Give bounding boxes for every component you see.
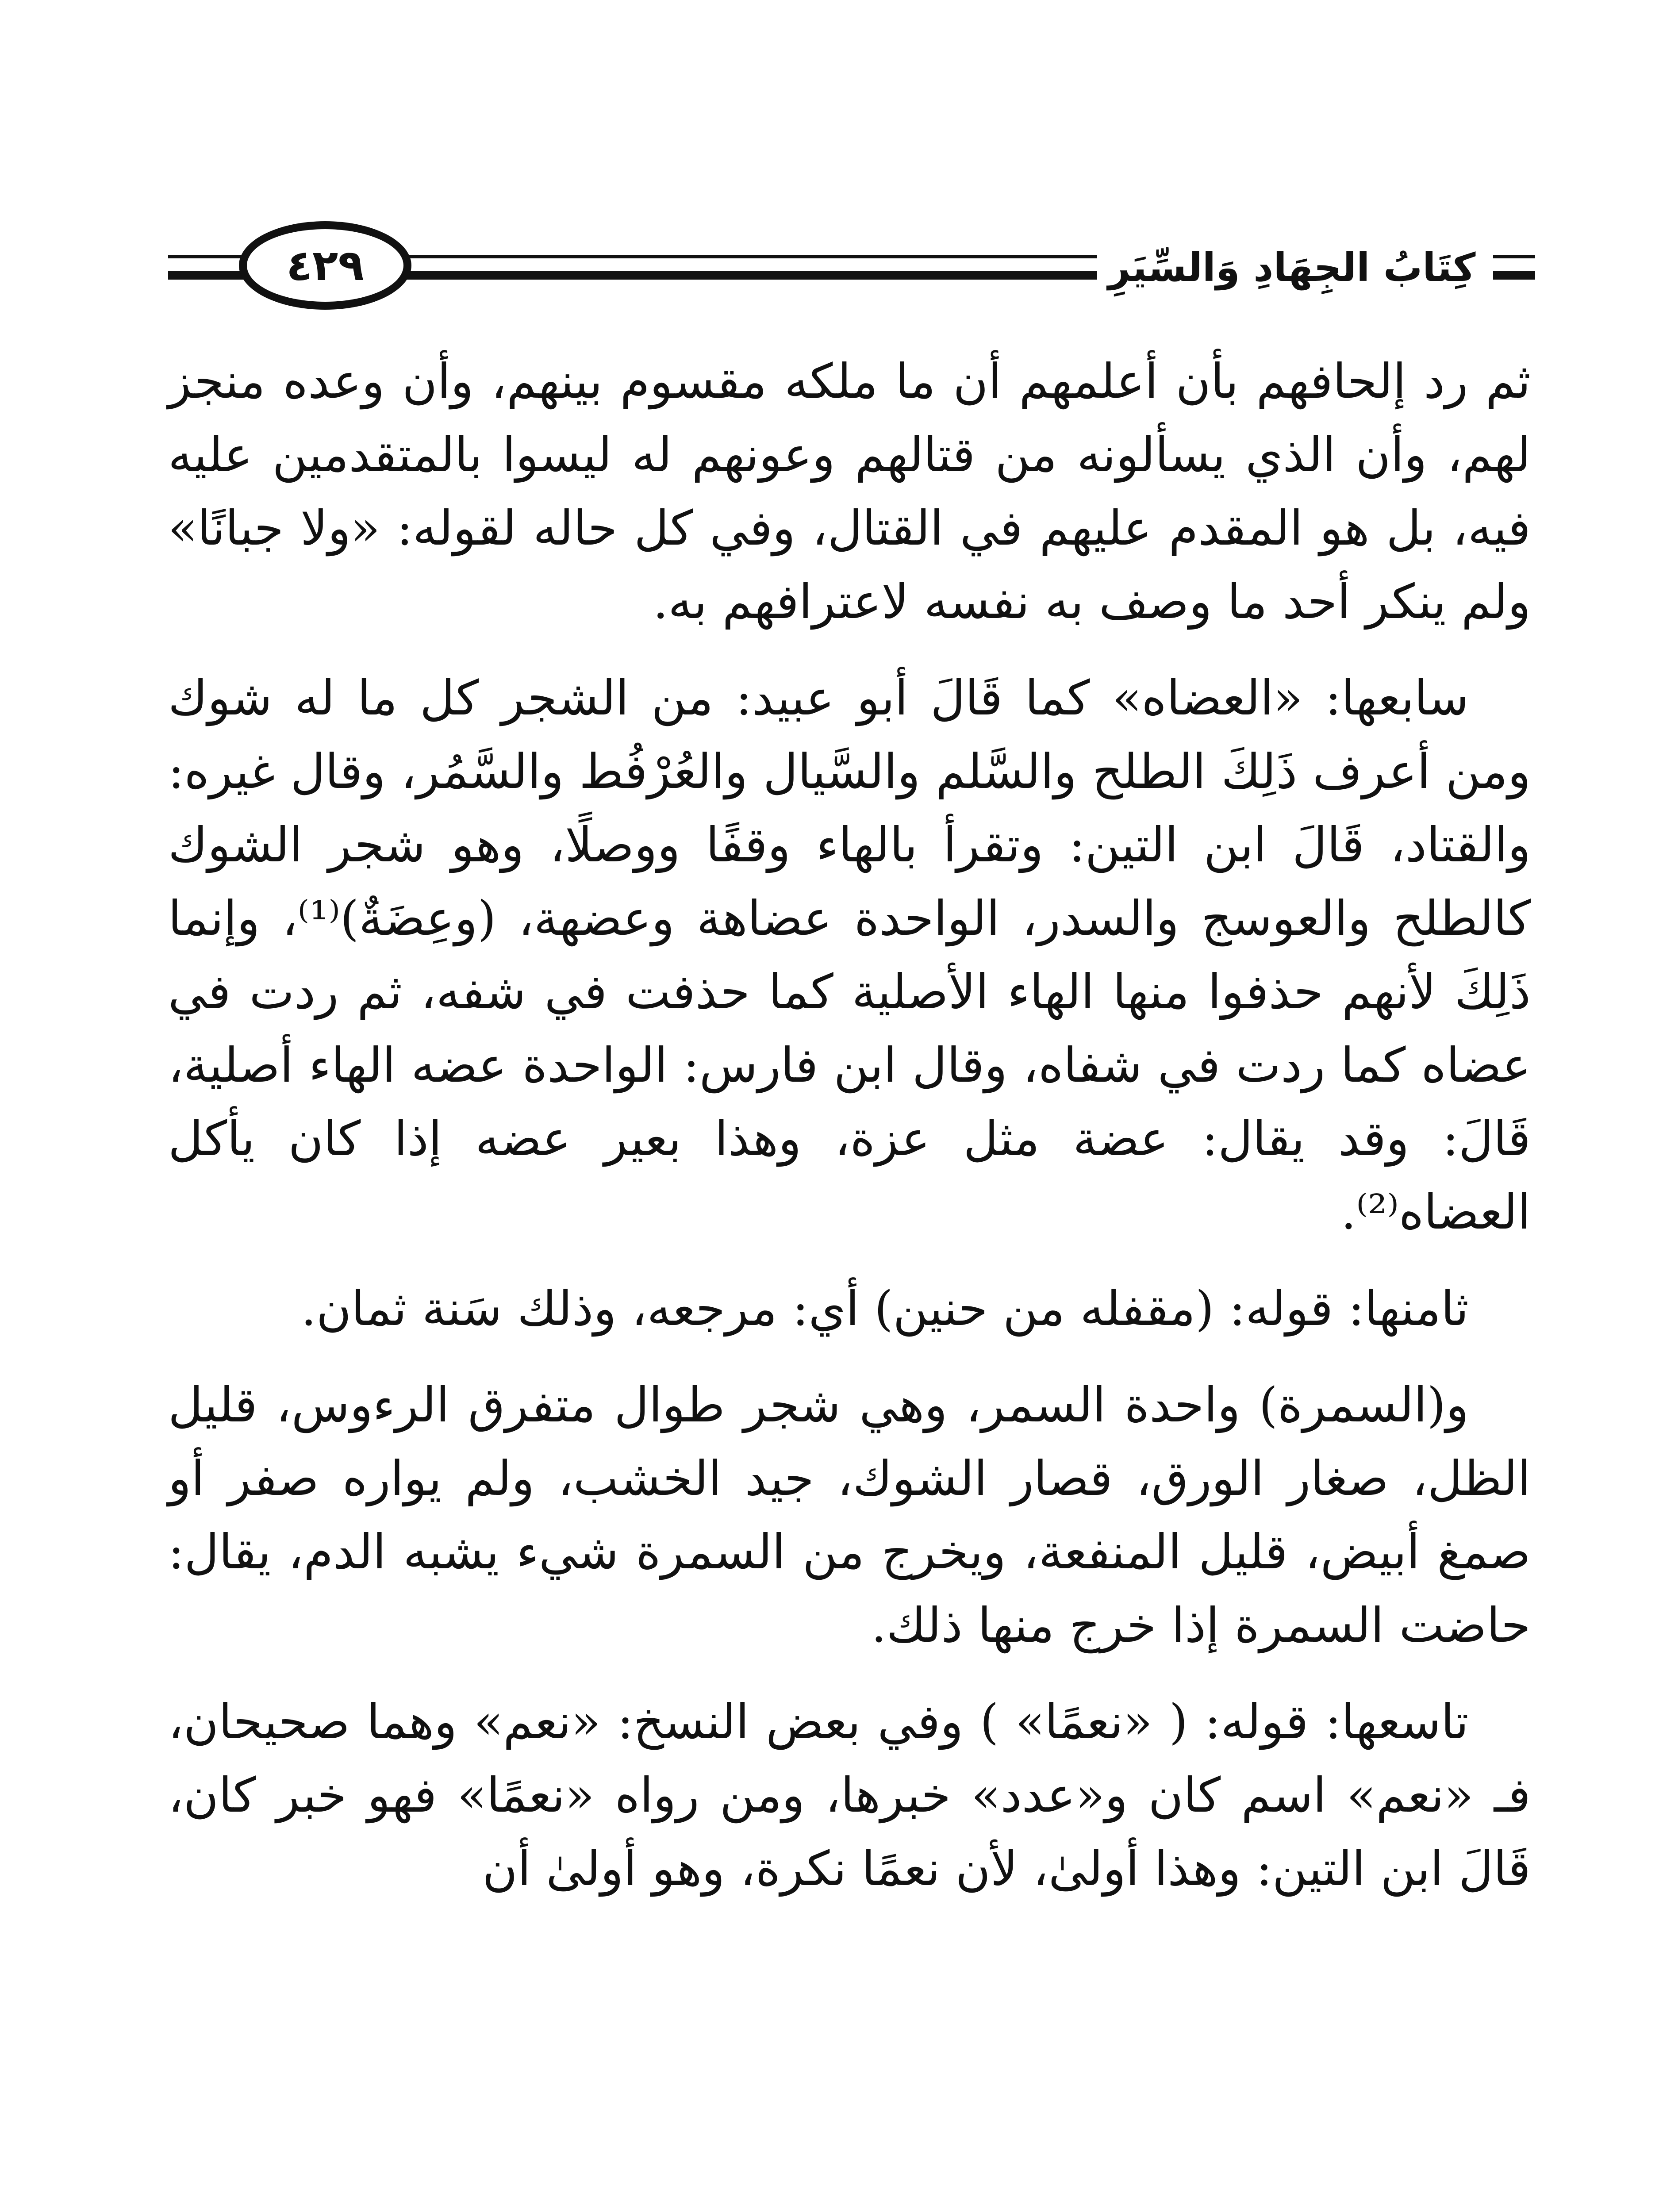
page-header <box>168 212 1535 327</box>
paragraph: سابعها: «العضاه» كما قَالَ أبو عبيد: من الشجر كل ما له شوك ومن أعرف ذَلِكَ الطلح والسَّلم والسَّيال والعُرْفُط والسَّمُر، وقال غيره: والقتاد، قَالَ ابن التين: وتقرأ بالهاء وقفًا ووصلًا، وهو شجر الشوك كالطلح والعوسج والسدر، الواحدة عضاهة وعضهة، (وعِضَةٌ)⁽¹⁾، وإنما ذَلِكَ لأنهم حذفوا منها الهاء الأصلية كما حذفت في شفه، ثم ردت في عضاه كما ردت في شفاه، وقال ابن فارس: الواحدة عضه الهاء أصلية، قَالَ: وقد يقال: عضة مثل عزة، وهذا بعير عضه إذا كان يأكل العضاه⁽²⁾. <box>168 671 1531 1240</box>
paragraph: ثم رد إلحافهم بأن أعلمهم أن ما ملكه مقسوم بينهم، وأن وعده منجز لهم، وأن الذي يسألونه من قتالهم وعونهم له ليسوا بالمتقدمين عليه فيه، بل هو المقدم عليهم في القتال، وفي كل حاله لقوله: «ولا جبانًا» ولم ينكر أحد ما وصف به نفسه لاعترافهم به. <box>168 354 1531 630</box>
running-title: كِتَابُ الجِهَادِ وَالسِّيَرِ <box>1097 239 1486 296</box>
page-number: ٤٢٩ <box>286 241 364 290</box>
page-number-badge <box>239 221 411 310</box>
paragraph: تاسعها: قوله: ( «نعمًا» ) وفي بعض النسخ: «نعم» وهما صحيحان، فـ «نعم» اسم كان و«عدد» خبرها، ومن رواه «نعمًا» فهو خبر كان، قَالَ ابن التين: وهذا أولىٰ، لأن نعمًا نكرة، وهو أولىٰ أن <box>168 1694 1531 1897</box>
paragraph: و(السمرة) واحدة السمر، وهي شجر طوال متفرق الرءوس، قليل الظل، صغار الورق، قصار الشوك، جيد الخشب، ولم يواره صفر أو صمغ أبيض، قليل المنفعة، ويخرج من السمرة شيء يشبه الدم، يقال: حاضت السمرة إذا خرج منها ذلك. <box>168 1378 1531 1653</box>
header-rule <box>1493 255 1535 258</box>
paragraph: ثامنها: قوله: (مقفله من حنين) أي: مرجعه، وذلك سَنة ثمان. <box>301 1281 1469 1336</box>
header-rule <box>1493 271 1535 280</box>
main-text <box>168 345 1531 1906</box>
